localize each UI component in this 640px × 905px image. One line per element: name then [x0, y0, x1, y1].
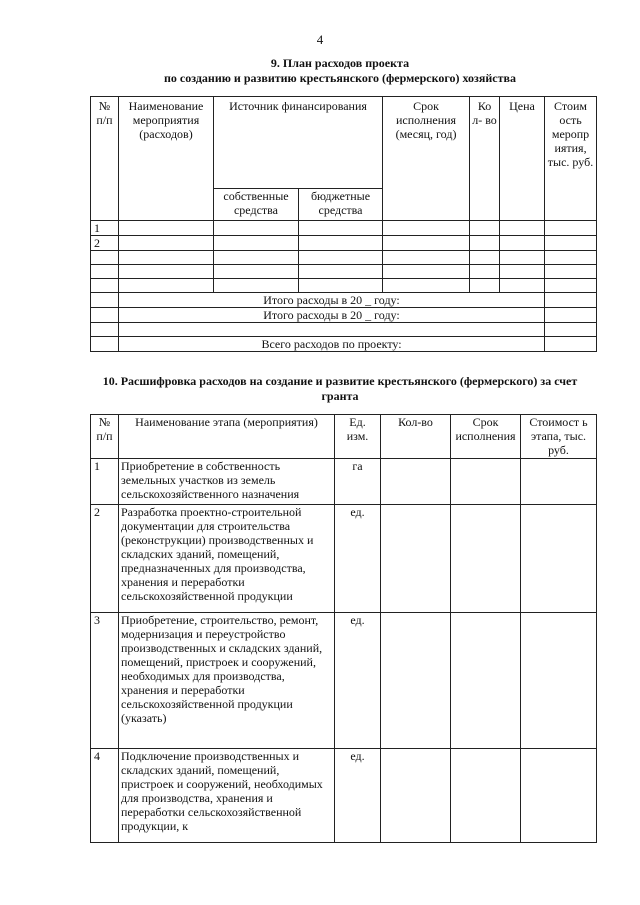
row-number: 2: [91, 236, 119, 251]
expense-plan-table: [90, 96, 597, 352]
header-own-funds: собственные средства: [214, 189, 299, 221]
section-10-title-line1: 10. Расшифровка расходов на создание и развитие крестьянского (фермерского) за счет: [102, 374, 578, 388]
header-qty: Ко л- во: [470, 97, 500, 221]
page-number: 4: [316, 32, 324, 47]
grand-total: Всего расходов по проекту:: [119, 337, 545, 352]
row-unit: га: [335, 459, 381, 505]
header-term: Срок исполнения (месяц, год): [383, 97, 470, 221]
header-name: Наименование мероприятия (расходов): [119, 97, 214, 221]
row-stage-name: Подключение производственных и складских зданий, помещений, пристроек и сооружений, необходимых для производства, хранения и переработки сельскохозяйственной продукции, к: [119, 749, 335, 843]
row-number: 2: [91, 505, 119, 613]
section-9-title-line2: по созданию и развитию крестьянского (фермерского) хозяйства: [164, 71, 516, 85]
row-number: 4: [91, 749, 119, 843]
section-10-title-line2: гранта: [321, 389, 359, 403]
header-stage-name: Наименование этапа (мероприятия): [119, 415, 335, 459]
row-number: 1: [91, 221, 119, 236]
header-num: № п/п: [91, 415, 119, 459]
header-unit: Ед. изм.: [335, 415, 381, 459]
header-cost: Стоимост ь этапа, тыс. руб.: [521, 415, 597, 459]
row-unit: ед.: [335, 505, 381, 613]
header-source: Источник финансирования: [214, 97, 383, 189]
row-stage-name: Приобретение в собственность земельных участков из земель сельскохозяйственного назначения: [119, 459, 335, 505]
section-10-title: [60, 374, 620, 404]
row-stage-name: Приобретение, строительство, ремонт, модернизация и переустройство производственных и складских зданий, помещений, пристроек и сооружений, необходимых для производства, хранения и переработки сельскохозяйственной продукции (указать): [119, 613, 335, 749]
table-row: [91, 505, 597, 613]
table-row: [91, 613, 597, 749]
row-stage-name: Разработка проектно-строительной документации для строительства (реконструкции) производственных и складских зданий, помещений, предназначенных для производства, хранения и переработки сельскохозяйственной продукции: [119, 505, 335, 613]
table-row: [91, 749, 597, 843]
header-qty: Кол-во: [381, 415, 451, 459]
row-number: 1: [91, 459, 119, 505]
header-budget-funds: бюджетные средства: [299, 189, 383, 221]
table-row: [91, 459, 597, 505]
row-unit: ед.: [335, 613, 381, 749]
header-cost: Стоим ость меропр иятия, тыс. руб.: [545, 97, 597, 221]
header-price: Цена: [500, 97, 545, 221]
row-unit: ед.: [335, 749, 381, 843]
header-num: № п/п: [91, 97, 119, 221]
row-number: 3: [91, 613, 119, 749]
total-year-1: Итого расходы в 20 _ году:: [119, 293, 545, 308]
section-9-title-line1: 9. План расходов проекта: [270, 56, 410, 70]
section-9-title: [60, 56, 620, 86]
grant-expense-table: [90, 414, 597, 843]
total-year-2: Итого расходы в 20 _ году:: [119, 308, 545, 323]
header-term: Срок исполнения: [451, 415, 521, 459]
